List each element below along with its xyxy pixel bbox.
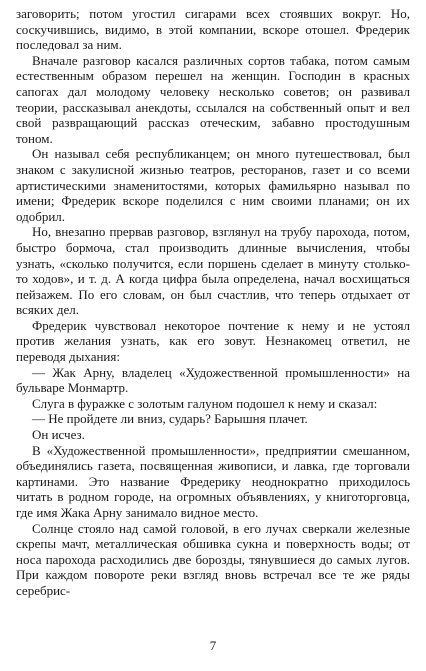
paragraph: Но, внезапно прервав разговор, взглянул на трубу парохода, потом, быстро бормоча, стал производить длинные вычисления, чтобы узнать, «сколько получится, если поршень сделает в минуту столько-то ходов», и т. д. А когда цифра была определена, начал восхищаться пейзажем. По его словам, он был счастлив, что теперь отдыхает от всяких дел. [16,224,410,318]
dialogue-line: — Не пройдете ли вниз, сударь? Барышня плачет. [32,411,308,427]
paragraph: Он исчез. [32,427,85,443]
paragraph: В «Художественной промышленности», предприятии смешанном, объединялись газета, посвященная живописи, и лавка, где торговали картинами. Это название Фредерику неоднократно приходилось читать в родном городе, на огромных объявлениях, у книготорговца, где имя Жака Арну занимало видное место. [16,442,410,520]
paragraph-continuation: заговорить; потом угостил сигарами всех стоявших вокруг. Но, соскучившись, видимо, в этой компании, вскоре отошел. Фредерик последовал за ним. [16,6,410,53]
paragraph: Солнце стояло над самой головой, в его лучах сверкали железные скрепы мачт, металлическая обшивка сукна и поверхность воды; от носа парохода расходились две борозды, тянувшиеся до самых лугов. При каждом повороте реки взгляд вновь встречал все те же ряды серебрис- [16,520,410,598]
page-number: 7 [209,638,217,653]
book-page [16,6,410,666]
paragraph: Фредерик чувствовал некоторое почтение к нему и не устоял против желания узнать, как его зовут. Незнакомец ответил, не переводя дыхания: [16,317,410,365]
paragraph: Слуга в фуражке с золотым галуном подошел к нему и сказал: [32,395,378,411]
dialogue-line: — Жак Арну, владелец «Художественной промышленности» на бульваре Монмартр. [16,364,410,396]
paragraph: Он называл себя республиканцем; он много путешествовал, был знаком с закулисной жизнью театров, ресторанов, газет и со всеми артистическими знаменитостями, которых фамильярно называл по имени; Фредерик вскоре поделился с ним своими планами; он их одобрил. [16,146,410,224]
paragraph: Вначале разговор касался различных сортов табака, потом самым естественным образом перешел на женщин. Господин в красных сапогах дал молодому человеку несколько советов; он развивал теории, рассказывал анекдоты, ссылался на собственный опыт и вел свой развращающий рассказ отеческим, забавно простодушным тоном. [16,52,410,146]
